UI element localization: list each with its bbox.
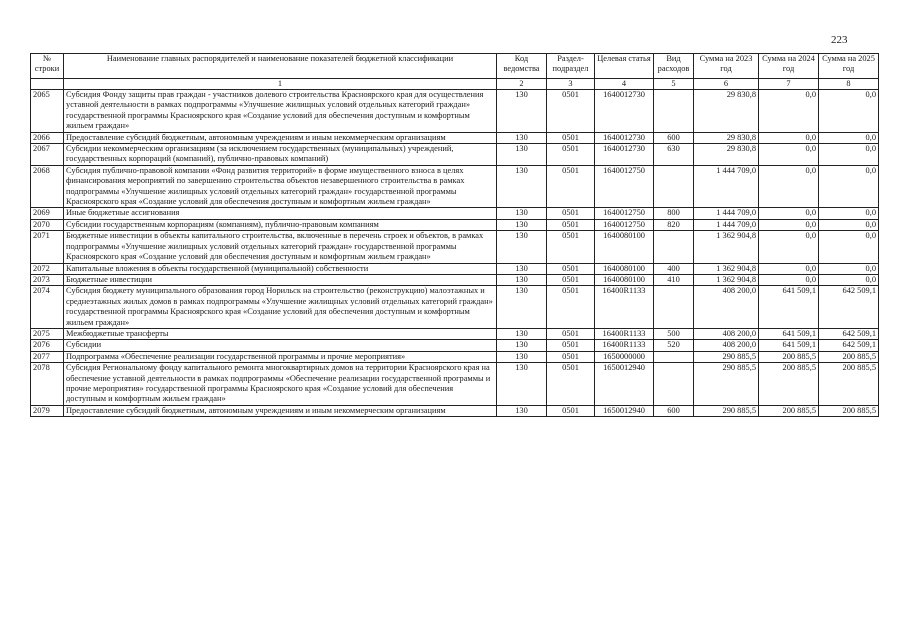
header-num-cell: 3 (547, 79, 595, 90)
row-name-cell: Предоставление субсидий бюджетным, автономным учреждениям и иным некоммерческим организациям (64, 405, 497, 416)
header-cell-row-no: № строки (31, 54, 64, 79)
table-row (31, 219, 879, 230)
table-row (31, 286, 879, 329)
row-target-cell: 1640012750 (595, 219, 654, 230)
row-sum-2024-cell: 0,0 (759, 263, 819, 274)
row-expense-type-cell (654, 286, 694, 329)
row-expense-type-cell: 820 (654, 219, 694, 230)
row-name-cell: Бюджетные инвестиции в объекты капитального строительства, включенные в перечень строек и объектов, в рамках подпрограммы «Улучшение жилищных условий отдельных категорий граждан» государственной программы Красноярского края «Создание условий для обеспечения доступным и комфортным жильем граждан» (64, 231, 497, 263)
header-num-cell: 4 (595, 79, 654, 90)
row-target-cell: 1640012730 (595, 132, 654, 143)
header-num-cell: 2 (497, 79, 547, 90)
row-number-cell: 2071 (31, 231, 64, 263)
row-ved-cell: 130 (497, 165, 547, 208)
row-sum-2025-cell: 0,0 (819, 219, 879, 230)
row-sum-2025-cell: 200 885,5 (819, 405, 879, 416)
row-ved-cell: 130 (497, 363, 547, 406)
row-razdel-cell: 0501 (547, 351, 595, 362)
row-sum-2023-cell: 290 885,5 (694, 363, 759, 406)
row-sum-2025-cell: 642 509,1 (819, 340, 879, 351)
row-razdel-cell: 0501 (547, 405, 595, 416)
header-cell-name: Наименование главных распорядителей и наименование показателей бюджетной классификации (64, 54, 497, 79)
row-razdel-cell: 0501 (547, 363, 595, 406)
header-num-cell: 1 (64, 79, 497, 90)
row-target-cell: 16400R1133 (595, 328, 654, 339)
row-sum-2024-cell: 641 509,1 (759, 340, 819, 351)
row-number-cell: 2075 (31, 328, 64, 339)
row-target-cell: 1640012750 (595, 208, 654, 219)
row-number-cell: 2066 (31, 132, 64, 143)
header-cell-expense-type: Вид расходов (654, 54, 694, 79)
row-expense-type-cell: 410 (654, 274, 694, 285)
row-target-cell: 1650012940 (595, 405, 654, 416)
row-sum-2024-cell: 0,0 (759, 208, 819, 219)
row-expense-type-cell: 400 (654, 263, 694, 274)
row-target-cell: 16400R1133 (595, 340, 654, 351)
header-cell-sum-2025: Сумма на 2025 год (819, 54, 879, 79)
row-sum-2023-cell: 1 362 904,8 (694, 263, 759, 274)
row-ved-cell: 130 (497, 405, 547, 416)
row-razdel-cell: 0501 (547, 90, 595, 133)
row-sum-2025-cell: 0,0 (819, 263, 879, 274)
row-expense-type-cell: 520 (654, 340, 694, 351)
row-sum-2024-cell: 0,0 (759, 132, 819, 143)
row-number-cell: 2067 (31, 144, 64, 166)
row-name-cell: Субсидия публично-правовой компании «Фонд развития территорий» в форме имущественного взноса в целях финансирования мероприятий по завершению строительства объектов незавершенного строительства в рамках подпрограммы «Улучшение жилищных условий отдельных категорий граждан» государственной программы Красноярского края «Создание условий для обеспечения доступным и комфортным жильем граждан» (64, 165, 497, 208)
row-sum-2025-cell: 642 509,1 (819, 286, 879, 329)
row-target-cell: 1640012730 (595, 90, 654, 133)
header-cell-razdel: Раздел-подраздел (547, 54, 595, 79)
row-sum-2023-cell: 1 362 904,8 (694, 274, 759, 285)
row-sum-2023-cell: 290 885,5 (694, 405, 759, 416)
row-name-cell: Субсидия Фонду защиты прав граждан - участников долевого строительства Красноярского края для осуществления уставной деятельности в рамках подпрограммы «Улучшение жилищных условий отдельных категорий граждан» государственной программы Красноярского края «Создание условий для обеспечения доступным и комфортным жильем граждан» (64, 90, 497, 133)
row-expense-type-cell (654, 165, 694, 208)
table-row (31, 363, 879, 406)
table-row (31, 263, 879, 274)
row-sum-2024-cell: 0,0 (759, 231, 819, 263)
header-cell-sum-2024: Сумма на 2024 год (759, 54, 819, 79)
table-row (31, 231, 879, 263)
row-number-cell: 2074 (31, 286, 64, 329)
row-number-cell: 2070 (31, 219, 64, 230)
row-name-cell: Иные бюджетные ассигнования (64, 208, 497, 219)
row-name-cell: Субсидии государственным корпорациям (компаниям), публично-правовым компаниям (64, 219, 497, 230)
row-target-cell: 16400R1133 (595, 286, 654, 329)
row-sum-2023-cell: 290 885,5 (694, 351, 759, 362)
row-sum-2023-cell: 408 200,0 (694, 286, 759, 329)
row-ved-cell: 130 (497, 263, 547, 274)
row-target-cell: 1640012750 (595, 165, 654, 208)
row-sum-2023-cell: 1 444 709,0 (694, 208, 759, 219)
row-sum-2023-cell: 408 200,0 (694, 340, 759, 351)
row-sum-2024-cell: 200 885,5 (759, 363, 819, 406)
row-sum-2024-cell: 200 885,5 (759, 405, 819, 416)
row-sum-2024-cell: 200 885,5 (759, 351, 819, 362)
row-sum-2025-cell: 642 509,1 (819, 328, 879, 339)
row-ved-cell: 130 (497, 274, 547, 285)
row-ved-cell: 130 (497, 231, 547, 263)
row-sum-2024-cell: 0,0 (759, 274, 819, 285)
row-ved-cell: 130 (497, 144, 547, 166)
row-name-cell: Субсидия бюджету муниципального образования город Норильск на строительство (реконструкцию) малоэтажных и среднеэтажных жилых домов в рамках подпрограммы «Улучшение жилищных условий отдельных категорий граждан» государственной программы Красноярского края «Создание условий для обеспечения доступным и комфортным жильем граждан» (64, 286, 497, 329)
row-expense-type-cell: 600 (654, 132, 694, 143)
row-name-cell: Субсидия Региональному фонду капитального ремонта многоквартирных домов на территории Красноярского края на обеспечение уставной деятельности в рамках подпрограммы «Обеспечение реализации государственной программы и прочие мероприятия» государственной программы Красноярского края «Создание условий для обеспечения доступным и комфортным жильем граждан» (64, 363, 497, 406)
row-ved-cell: 130 (497, 351, 547, 362)
table-row (31, 340, 879, 351)
row-expense-type-cell: 630 (654, 144, 694, 166)
row-razdel-cell: 0501 (547, 165, 595, 208)
page-number: 223 (831, 34, 848, 46)
row-ved-cell: 130 (497, 90, 547, 133)
row-name-cell: Субсидии некоммерческим организациям (за исключением государственных (муниципальных) учреждений, государственных корпораций (компаний), публично-правовых компаний) (64, 144, 497, 166)
row-name-cell: Субсидии (64, 340, 497, 351)
row-target-cell: 1650000000 (595, 351, 654, 362)
row-name-cell: Предоставление субсидий бюджетным, автономным учреждениям и иным некоммерческим организациям (64, 132, 497, 143)
row-sum-2025-cell: 0,0 (819, 274, 879, 285)
row-razdel-cell: 0501 (547, 208, 595, 219)
row-ved-cell: 130 (497, 219, 547, 230)
row-expense-type-cell (654, 231, 694, 263)
table-row (31, 274, 879, 285)
header-row (31, 54, 879, 79)
header-numbers-row (31, 79, 879, 90)
row-name-cell: Бюджетные инвестиции (64, 274, 497, 285)
table-row (31, 90, 879, 133)
row-sum-2025-cell: 0,0 (819, 231, 879, 263)
row-razdel-cell: 0501 (547, 286, 595, 329)
row-sum-2025-cell: 200 885,5 (819, 351, 879, 362)
row-sum-2024-cell: 641 509,1 (759, 286, 819, 329)
table-row (31, 208, 879, 219)
budget-table (30, 53, 879, 417)
table-row (31, 328, 879, 339)
row-ved-cell: 130 (497, 340, 547, 351)
row-expense-type-cell: 600 (654, 405, 694, 416)
row-number-cell: 2077 (31, 351, 64, 362)
row-number-cell: 2078 (31, 363, 64, 406)
header-cell-target: Целевая статья (595, 54, 654, 79)
table-row (31, 144, 879, 166)
row-ved-cell: 130 (497, 286, 547, 329)
row-sum-2025-cell: 0,0 (819, 165, 879, 208)
row-razdel-cell: 0501 (547, 219, 595, 230)
row-sum-2025-cell: 0,0 (819, 90, 879, 133)
row-target-cell: 1640012730 (595, 144, 654, 166)
header-num-cell: 6 (694, 79, 759, 90)
row-name-cell: Подпрограмма «Обеспечение реализации государственной программы и прочие мероприятия» (64, 351, 497, 362)
row-ved-cell: 130 (497, 208, 547, 219)
row-expense-type-cell: 500 (654, 328, 694, 339)
row-number-cell: 2079 (31, 405, 64, 416)
header-cell-sum-2023: Сумма на 2023 год (694, 54, 759, 79)
row-sum-2024-cell: 0,0 (759, 90, 819, 133)
row-razdel-cell: 0501 (547, 144, 595, 166)
row-ved-cell: 130 (497, 328, 547, 339)
row-sum-2023-cell: 29 830,8 (694, 132, 759, 143)
row-sum-2025-cell: 0,0 (819, 144, 879, 166)
header-cell-ved: Код ведомства (497, 54, 547, 79)
row-name-cell: Межбюджетные трансферты (64, 328, 497, 339)
header-num-cell: 7 (759, 79, 819, 90)
row-razdel-cell: 0501 (547, 263, 595, 274)
header-num-cell: 5 (654, 79, 694, 90)
table-row (31, 351, 879, 362)
row-sum-2024-cell: 0,0 (759, 144, 819, 166)
row-razdel-cell: 0501 (547, 132, 595, 143)
row-target-cell: 1640080100 (595, 231, 654, 263)
row-sum-2025-cell: 200 885,5 (819, 363, 879, 406)
row-razdel-cell: 0501 (547, 231, 595, 263)
row-expense-type-cell (654, 363, 694, 406)
row-number-cell: 2065 (31, 90, 64, 133)
row-number-cell: 2076 (31, 340, 64, 351)
row-sum-2024-cell: 0,0 (759, 165, 819, 208)
row-expense-type-cell (654, 351, 694, 362)
row-sum-2023-cell: 29 830,8 (694, 144, 759, 166)
header-num-cell (31, 79, 64, 90)
row-ved-cell: 130 (497, 132, 547, 143)
row-number-cell: 2072 (31, 263, 64, 274)
row-target-cell: 1650012940 (595, 363, 654, 406)
row-razdel-cell: 0501 (547, 274, 595, 285)
row-target-cell: 1640080100 (595, 263, 654, 274)
row-sum-2024-cell: 0,0 (759, 219, 819, 230)
row-sum-2023-cell: 1 362 904,8 (694, 231, 759, 263)
row-expense-type-cell: 800 (654, 208, 694, 219)
row-razdel-cell: 0501 (547, 340, 595, 351)
header-num-cell: 8 (819, 79, 879, 90)
row-number-cell: 2069 (31, 208, 64, 219)
row-sum-2023-cell: 1 444 709,0 (694, 165, 759, 208)
table-row (31, 132, 879, 143)
row-sum-2024-cell: 641 509,1 (759, 328, 819, 339)
row-number-cell: 2068 (31, 165, 64, 208)
row-sum-2025-cell: 0,0 (819, 132, 879, 143)
row-sum-2023-cell: 1 444 709,0 (694, 219, 759, 230)
row-razdel-cell: 0501 (547, 328, 595, 339)
table-row (31, 405, 879, 416)
table-row (31, 165, 879, 208)
row-target-cell: 1640080100 (595, 274, 654, 285)
row-expense-type-cell (654, 90, 694, 133)
row-sum-2025-cell: 0,0 (819, 208, 879, 219)
row-name-cell: Капитальные вложения в объекты государственной (муниципальной) собственности (64, 263, 497, 274)
row-number-cell: 2073 (31, 274, 64, 285)
row-sum-2023-cell: 29 830,8 (694, 90, 759, 133)
row-sum-2023-cell: 408 200,0 (694, 328, 759, 339)
